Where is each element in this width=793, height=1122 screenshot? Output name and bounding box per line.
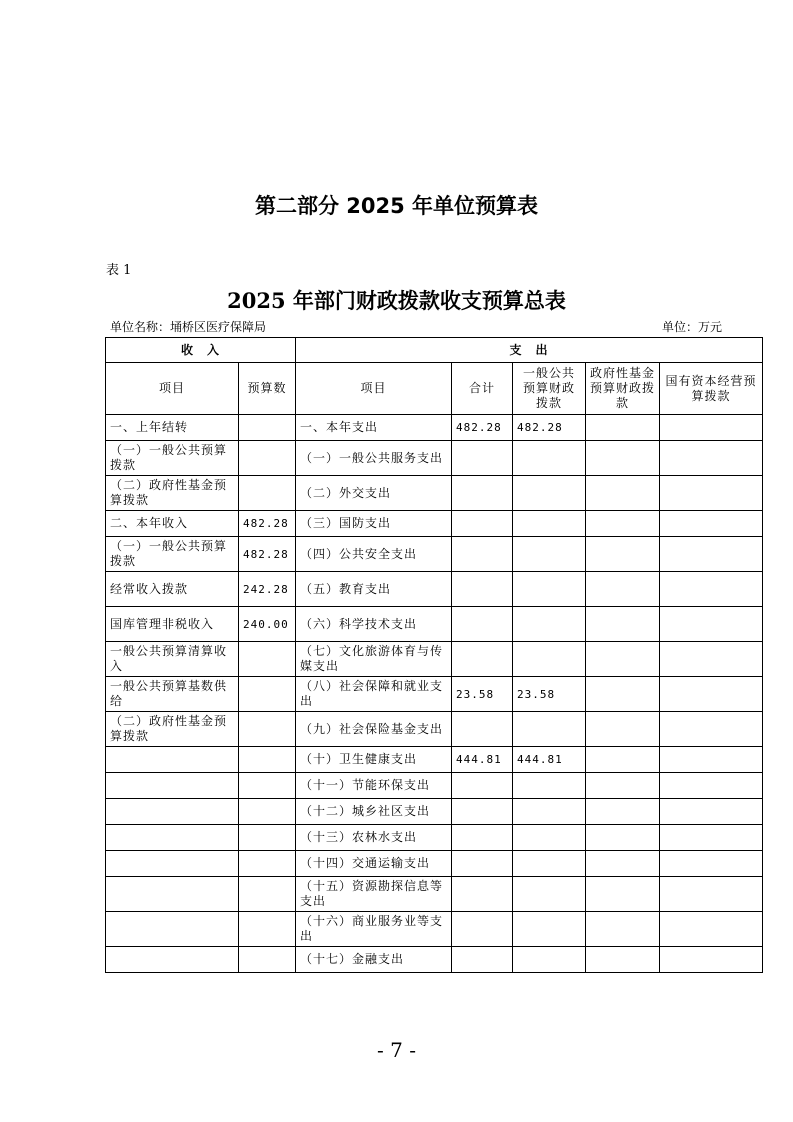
state-capital-header: 国有资本经营预算拨款 xyxy=(660,363,763,415)
general-public-cell xyxy=(513,912,586,947)
income-item-cell: （二）政府性基金预算拨款 xyxy=(106,712,239,747)
gov-fund-cell xyxy=(586,642,660,677)
income-amount-cell xyxy=(239,415,296,441)
table-row xyxy=(106,642,763,677)
gov-fund-cell xyxy=(586,511,660,537)
income-item-cell: 二、本年收入 xyxy=(106,511,239,537)
page-number: - 7 - xyxy=(377,1038,416,1062)
income-item-cell xyxy=(106,877,239,912)
total-header: 合计 xyxy=(452,363,513,415)
table-title: 2025 年部门财政拨款收支预算总表 xyxy=(227,288,566,313)
income-item-cell xyxy=(106,747,239,773)
table-row xyxy=(106,415,763,441)
income-amount-cell xyxy=(239,947,296,973)
table-row xyxy=(106,607,763,642)
total-cell xyxy=(452,476,513,511)
income-amount-cell xyxy=(239,912,296,947)
part-title: 第二部分 2025 年单位预算表 xyxy=(254,194,539,218)
state-capital-cell xyxy=(660,537,763,572)
gov-fund-cell xyxy=(586,851,660,877)
gov-fund-cell xyxy=(586,712,660,747)
header-row-group xyxy=(106,338,763,363)
general-public-cell xyxy=(513,537,586,572)
state-capital-cell xyxy=(660,415,763,441)
budget-table xyxy=(105,337,763,973)
total-cell xyxy=(452,851,513,877)
gov-fund-cell xyxy=(586,947,660,973)
state-capital-cell xyxy=(660,877,763,912)
general-public-cell xyxy=(513,511,586,537)
income-item-cell xyxy=(106,947,239,973)
expense-item-cell: （十）卫生健康支出 xyxy=(296,747,452,773)
total-cell xyxy=(452,825,513,851)
table-row xyxy=(106,947,763,973)
expense-item-cell: （七）文化旅游体育与传媒支出 xyxy=(296,642,452,677)
state-capital-cell xyxy=(660,773,763,799)
expense-item-cell: （八）社会保障和就业支出 xyxy=(296,677,452,712)
general-public-cell: 444.81 xyxy=(513,747,586,773)
expense-item-cell: （九）社会保险基金支出 xyxy=(296,712,452,747)
total-cell xyxy=(452,441,513,476)
state-capital-cell xyxy=(660,476,763,511)
income-item-cell xyxy=(106,799,239,825)
gov-fund-cell xyxy=(586,877,660,912)
table-number: 表 1 xyxy=(106,263,132,278)
gov-fund-cell xyxy=(586,607,660,642)
total-cell xyxy=(452,572,513,607)
income-amount-cell xyxy=(239,877,296,912)
expense-header: 支 出 xyxy=(296,338,763,363)
income-item-cell xyxy=(106,825,239,851)
expense-item-cell: （二）外交支出 xyxy=(296,476,452,511)
header-row-columns xyxy=(106,363,763,415)
income-item-cell: （一）一般公共预算拨款 xyxy=(106,537,239,572)
table-row xyxy=(106,773,763,799)
total-cell xyxy=(452,773,513,799)
total-cell: 23.58 xyxy=(452,677,513,712)
expense-item-cell: （十四）交通运输支出 xyxy=(296,851,452,877)
total-cell xyxy=(452,607,513,642)
general-public-cell xyxy=(513,825,586,851)
table-row xyxy=(106,476,763,511)
expense-item-cell: 一、本年支出 xyxy=(296,415,452,441)
gov-fund-cell xyxy=(586,441,660,476)
income-amount-cell: 240.00 xyxy=(239,607,296,642)
expense-item-cell: （十六）商业服务业等支出 xyxy=(296,912,452,947)
income-item-cell: （一）一般公共预算拨款 xyxy=(106,441,239,476)
total-cell xyxy=(452,912,513,947)
table-row xyxy=(106,677,763,712)
table-row xyxy=(106,877,763,912)
table-row xyxy=(106,511,763,537)
income-item-cell xyxy=(106,912,239,947)
expense-item-cell: （五）教育支出 xyxy=(296,572,452,607)
gov-fund-cell xyxy=(586,773,660,799)
state-capital-cell xyxy=(660,825,763,851)
gov-fund-header: 政府性基金预算财政拨款 xyxy=(586,363,660,415)
budget-amount-header: 预算数 xyxy=(239,363,296,415)
state-capital-cell xyxy=(660,677,763,712)
total-cell xyxy=(452,947,513,973)
general-public-cell xyxy=(513,642,586,677)
gov-fund-cell xyxy=(586,415,660,441)
state-capital-cell xyxy=(660,947,763,973)
table-row xyxy=(106,572,763,607)
gov-fund-cell xyxy=(586,572,660,607)
general-public-cell xyxy=(513,572,586,607)
table-row xyxy=(106,441,763,476)
income-amount-cell xyxy=(239,851,296,877)
total-cell xyxy=(452,537,513,572)
expense-item-cell: （一）一般公共服务支出 xyxy=(296,441,452,476)
general-public-cell xyxy=(513,607,586,642)
table-row xyxy=(106,537,763,572)
general-public-cell: 482.28 xyxy=(513,415,586,441)
expense-item-cell: （四）公共安全支出 xyxy=(296,537,452,572)
income-item-cell: 一般公共预算基数供给 xyxy=(106,677,239,712)
income-item-cell: 一、上年结转 xyxy=(106,415,239,441)
gov-fund-cell xyxy=(586,825,660,851)
income-item-header: 项目 xyxy=(106,363,239,415)
total-cell xyxy=(452,877,513,912)
table-row xyxy=(106,712,763,747)
income-amount-cell xyxy=(239,441,296,476)
income-amount-cell xyxy=(239,747,296,773)
state-capital-cell xyxy=(660,642,763,677)
gov-fund-cell xyxy=(586,677,660,712)
state-capital-cell xyxy=(660,572,763,607)
expense-item-cell: （三）国防支出 xyxy=(296,511,452,537)
gov-fund-cell xyxy=(586,747,660,773)
general-public-cell xyxy=(513,773,586,799)
income-amount-cell xyxy=(239,825,296,851)
table-row xyxy=(106,799,763,825)
expense-item-header: 项目 xyxy=(296,363,452,415)
general-public-header: 一般公共预算财政拨款 xyxy=(513,363,586,415)
income-item-cell: （二）政府性基金预算拨款 xyxy=(106,476,239,511)
expense-item-cell: （六）科学技术支出 xyxy=(296,607,452,642)
total-cell xyxy=(452,511,513,537)
income-amount-cell: 482.28 xyxy=(239,537,296,572)
expense-item-cell: （十五）资源勘探信息等支出 xyxy=(296,877,452,912)
total-cell: 444.81 xyxy=(452,747,513,773)
state-capital-cell xyxy=(660,747,763,773)
general-public-cell xyxy=(513,947,586,973)
general-public-cell xyxy=(513,441,586,476)
expense-item-cell: （十七）金融支出 xyxy=(296,947,452,973)
general-public-cell xyxy=(513,799,586,825)
expense-item-cell: （十二）城乡社区支出 xyxy=(296,799,452,825)
gov-fund-cell xyxy=(586,476,660,511)
income-amount-cell xyxy=(239,642,296,677)
unit-name: 单位名称：埇桥区医疗保障局 xyxy=(110,320,267,334)
expense-item-cell: （十一）节能环保支出 xyxy=(296,773,452,799)
general-public-cell xyxy=(513,877,586,912)
state-capital-cell xyxy=(660,511,763,537)
income-amount-cell xyxy=(239,476,296,511)
state-capital-cell xyxy=(660,712,763,747)
income-amount-cell: 242.28 xyxy=(239,572,296,607)
state-capital-cell xyxy=(660,441,763,476)
table-row xyxy=(106,825,763,851)
income-header: 收 入 xyxy=(106,338,296,363)
table-row xyxy=(106,747,763,773)
income-amount-cell xyxy=(239,773,296,799)
state-capital-cell xyxy=(660,912,763,947)
income-item-cell xyxy=(106,773,239,799)
expense-item-cell: （十三）农林水支出 xyxy=(296,825,452,851)
income-amount-cell xyxy=(239,712,296,747)
total-cell: 482.28 xyxy=(452,415,513,441)
general-public-cell xyxy=(513,476,586,511)
general-public-cell: 23.58 xyxy=(513,677,586,712)
income-item-cell: 经常收入拨款 xyxy=(106,572,239,607)
general-public-cell xyxy=(513,712,586,747)
table-row xyxy=(106,851,763,877)
state-capital-cell xyxy=(660,851,763,877)
state-capital-cell xyxy=(660,799,763,825)
gov-fund-cell xyxy=(586,912,660,947)
general-public-cell xyxy=(513,851,586,877)
total-cell xyxy=(452,799,513,825)
gov-fund-cell xyxy=(586,537,660,572)
total-cell xyxy=(452,712,513,747)
income-item-cell: 国库管理非税收入 xyxy=(106,607,239,642)
income-item-cell: 一般公共预算清算收入 xyxy=(106,642,239,677)
income-amount-cell xyxy=(239,677,296,712)
table-row xyxy=(106,912,763,947)
unit-label: 单位：万元 xyxy=(662,320,723,334)
total-cell xyxy=(452,642,513,677)
gov-fund-cell xyxy=(586,799,660,825)
income-amount-cell xyxy=(239,799,296,825)
income-item-cell xyxy=(106,851,239,877)
income-amount-cell: 482.28 xyxy=(239,511,296,537)
state-capital-cell xyxy=(660,607,763,642)
